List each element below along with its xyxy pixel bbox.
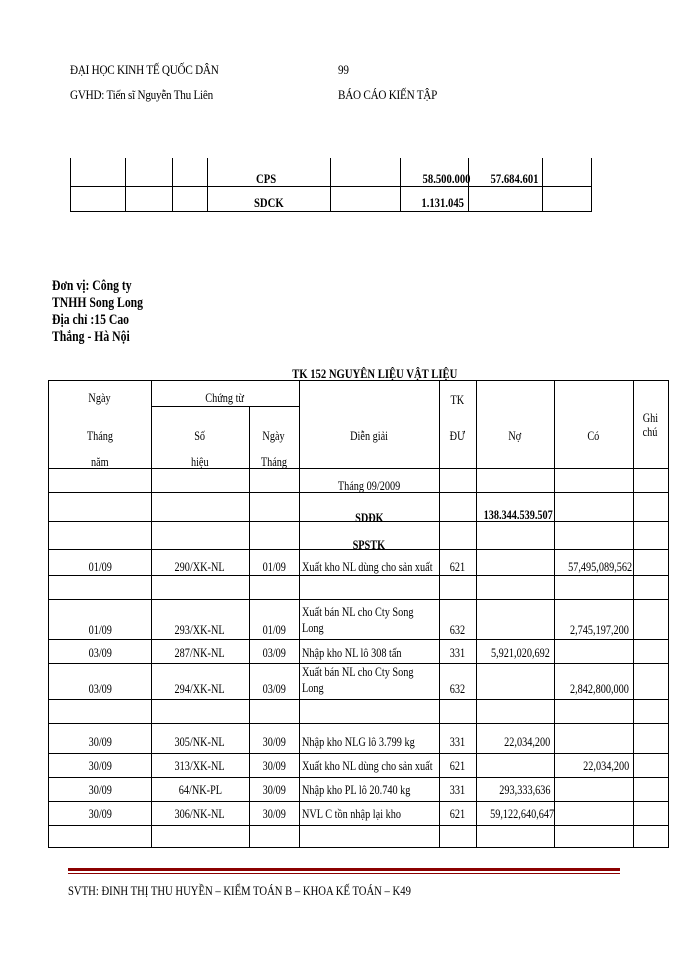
entry-description: Xuất bán NL cho Cty Song: [302, 605, 414, 619]
entry-debit: 59,122,640,647: [490, 807, 555, 821]
entry-debit: [476, 759, 550, 773]
entry-voucher-date: 03/09: [262, 646, 286, 660]
col-voucher-header: Chứng từ: [205, 391, 245, 405]
entry-date: 30/09: [88, 783, 112, 797]
entry-credit: 57,495,089,562: [568, 560, 633, 574]
footer-divider: [68, 868, 620, 874]
entry-voucher-no: 313/XK-NL: [174, 759, 226, 773]
entry-account: 331: [449, 783, 466, 797]
month-label: Tháng 09/2009: [337, 479, 401, 493]
entry-debit: 293,333,636: [498, 783, 550, 797]
sdck-label: SDCK: [254, 195, 284, 210]
entry-voucher-no: 64/NK-PL: [178, 783, 222, 797]
period-label: SPSTK: [352, 538, 386, 552]
entry-date: 30/09: [88, 807, 112, 821]
entry-voucher-date: 01/09: [262, 623, 286, 637]
entry-date: 01/09: [88, 623, 112, 637]
entry-credit: [554, 646, 629, 660]
entry-voucher-date: 30/09: [262, 735, 286, 749]
col-date-header: năm: [91, 455, 109, 469]
opening-label: SDĐK: [354, 511, 384, 525]
entry-credit: 2,745,197,200: [570, 623, 629, 637]
entry-description: NVL C tồn nhập lại kho: [302, 807, 401, 821]
col-date-header: Tháng: [86, 429, 114, 443]
unit-line: TNHH Song Long: [52, 295, 144, 311]
col-voucher-date-header: Tháng: [260, 455, 288, 469]
col-voucher-no-header: Số: [194, 429, 206, 443]
cps-debit: 58.500.000: [422, 171, 471, 186]
entry-credit: [554, 783, 629, 797]
advisor-line: GVHD: Tiến sĩ Nguyễn Thu Liên: [70, 87, 213, 102]
entry-account: 632: [449, 623, 466, 637]
entry-credit: [554, 807, 629, 821]
entry-account: 621: [449, 807, 466, 821]
unit-info: [52, 278, 169, 346]
footer-text: SVTH: ĐINH THỊ THU HUYỀN – KIỂM TOÁN B – KHOA KẾ TOÁN – K49: [68, 883, 411, 898]
col-credit-header: Có: [587, 429, 600, 443]
entry-debit: [476, 682, 550, 696]
entry-account: 331: [449, 735, 466, 749]
entry-credit: 2,842,800,000: [570, 682, 629, 696]
cps-label: CPS: [256, 171, 277, 186]
entry-account: 331: [449, 646, 466, 660]
entry-date: 30/09: [88, 759, 112, 773]
entry-description: Xuất kho NL dùng cho sản xuất: [302, 560, 433, 574]
entry-voucher-no: 306/NK-NL: [174, 807, 226, 821]
entry-date: 30/09: [88, 735, 112, 749]
col-note-header: Ghi: [642, 411, 659, 425]
col-account-header: ĐƯ: [449, 429, 466, 443]
sdck-debit: 1.131.045: [421, 195, 464, 210]
entry-voucher-date: 03/09: [262, 682, 286, 696]
col-account-header: TK: [450, 393, 465, 407]
ledger-title: TK 152 NGUYÊN LIỆU VẬT LIỆU: [292, 366, 458, 381]
entry-voucher-date: 30/09: [262, 807, 286, 821]
entry-voucher-date: 01/09: [262, 560, 286, 574]
entry-voucher-no: 293/XK-NL: [174, 623, 226, 637]
ledger-table: [48, 380, 669, 848]
opening-balance: 138.344.539.507: [483, 508, 553, 522]
entry-account: 621: [449, 759, 466, 773]
entry-account: 632: [449, 682, 466, 696]
entry-debit: [476, 560, 550, 574]
col-note-header: chú: [643, 425, 658, 439]
col-voucher-date-header: Ngày: [262, 429, 286, 443]
entry-voucher-no: 287/NK-NL: [174, 646, 226, 660]
page-number: 99: [338, 62, 349, 77]
unit-line: Địa chỉ :15 Cao: [52, 312, 130, 328]
entry-description: Nhập kho PL lô 20.740 kg: [302, 783, 411, 797]
entry-description: Long: [302, 621, 324, 635]
entry-date: 03/09: [88, 646, 112, 660]
cps-credit: 57.684.601: [490, 171, 538, 186]
entry-debit: 22,034,200: [503, 735, 550, 749]
entry-date: 01/09: [88, 560, 112, 574]
entry-credit: [554, 735, 629, 749]
entry-description: Nhập kho NLG lô 3.799 kg: [302, 735, 415, 749]
entry-voucher-no: 290/XK-NL: [174, 560, 226, 574]
col-voucher-no-header: hiệu: [191, 455, 209, 469]
entry-credit: 22,034,200: [582, 759, 629, 773]
entry-description: Xuất kho NL dùng cho sản xuất: [302, 759, 433, 773]
unit-line: Đơn vị: Công ty: [52, 278, 132, 294]
entry-voucher-no: 305/NK-NL: [174, 735, 226, 749]
entry-account: 621: [449, 560, 466, 574]
unit-line: Thắng - Hà Nội: [52, 329, 130, 345]
entry-description: Xuất bán NL cho Cty Song: [302, 665, 414, 679]
university-name: ĐẠI HỌC KINH TẾ QUỐC DÂN: [70, 62, 219, 77]
entry-voucher-date: 30/09: [262, 759, 286, 773]
entry-description: Nhập kho NL lô 308 tấn: [302, 646, 402, 660]
entry-debit: [476, 623, 550, 637]
col-debit-header: Nợ: [508, 429, 522, 443]
report-title: BÁO CÁO KIẾN TẬP: [338, 87, 438, 102]
col-date-header: Ngày: [88, 391, 112, 405]
entry-voucher-no: 294/XK-NL: [174, 682, 226, 696]
col-description-header: Diễn giải: [350, 429, 388, 443]
entry-date: 03/09: [88, 682, 112, 696]
entry-debit: 5,921,020,692: [491, 646, 550, 660]
top-summary-table: [70, 158, 592, 212]
entry-description: Long: [302, 681, 324, 695]
entry-voucher-date: 30/09: [262, 783, 286, 797]
